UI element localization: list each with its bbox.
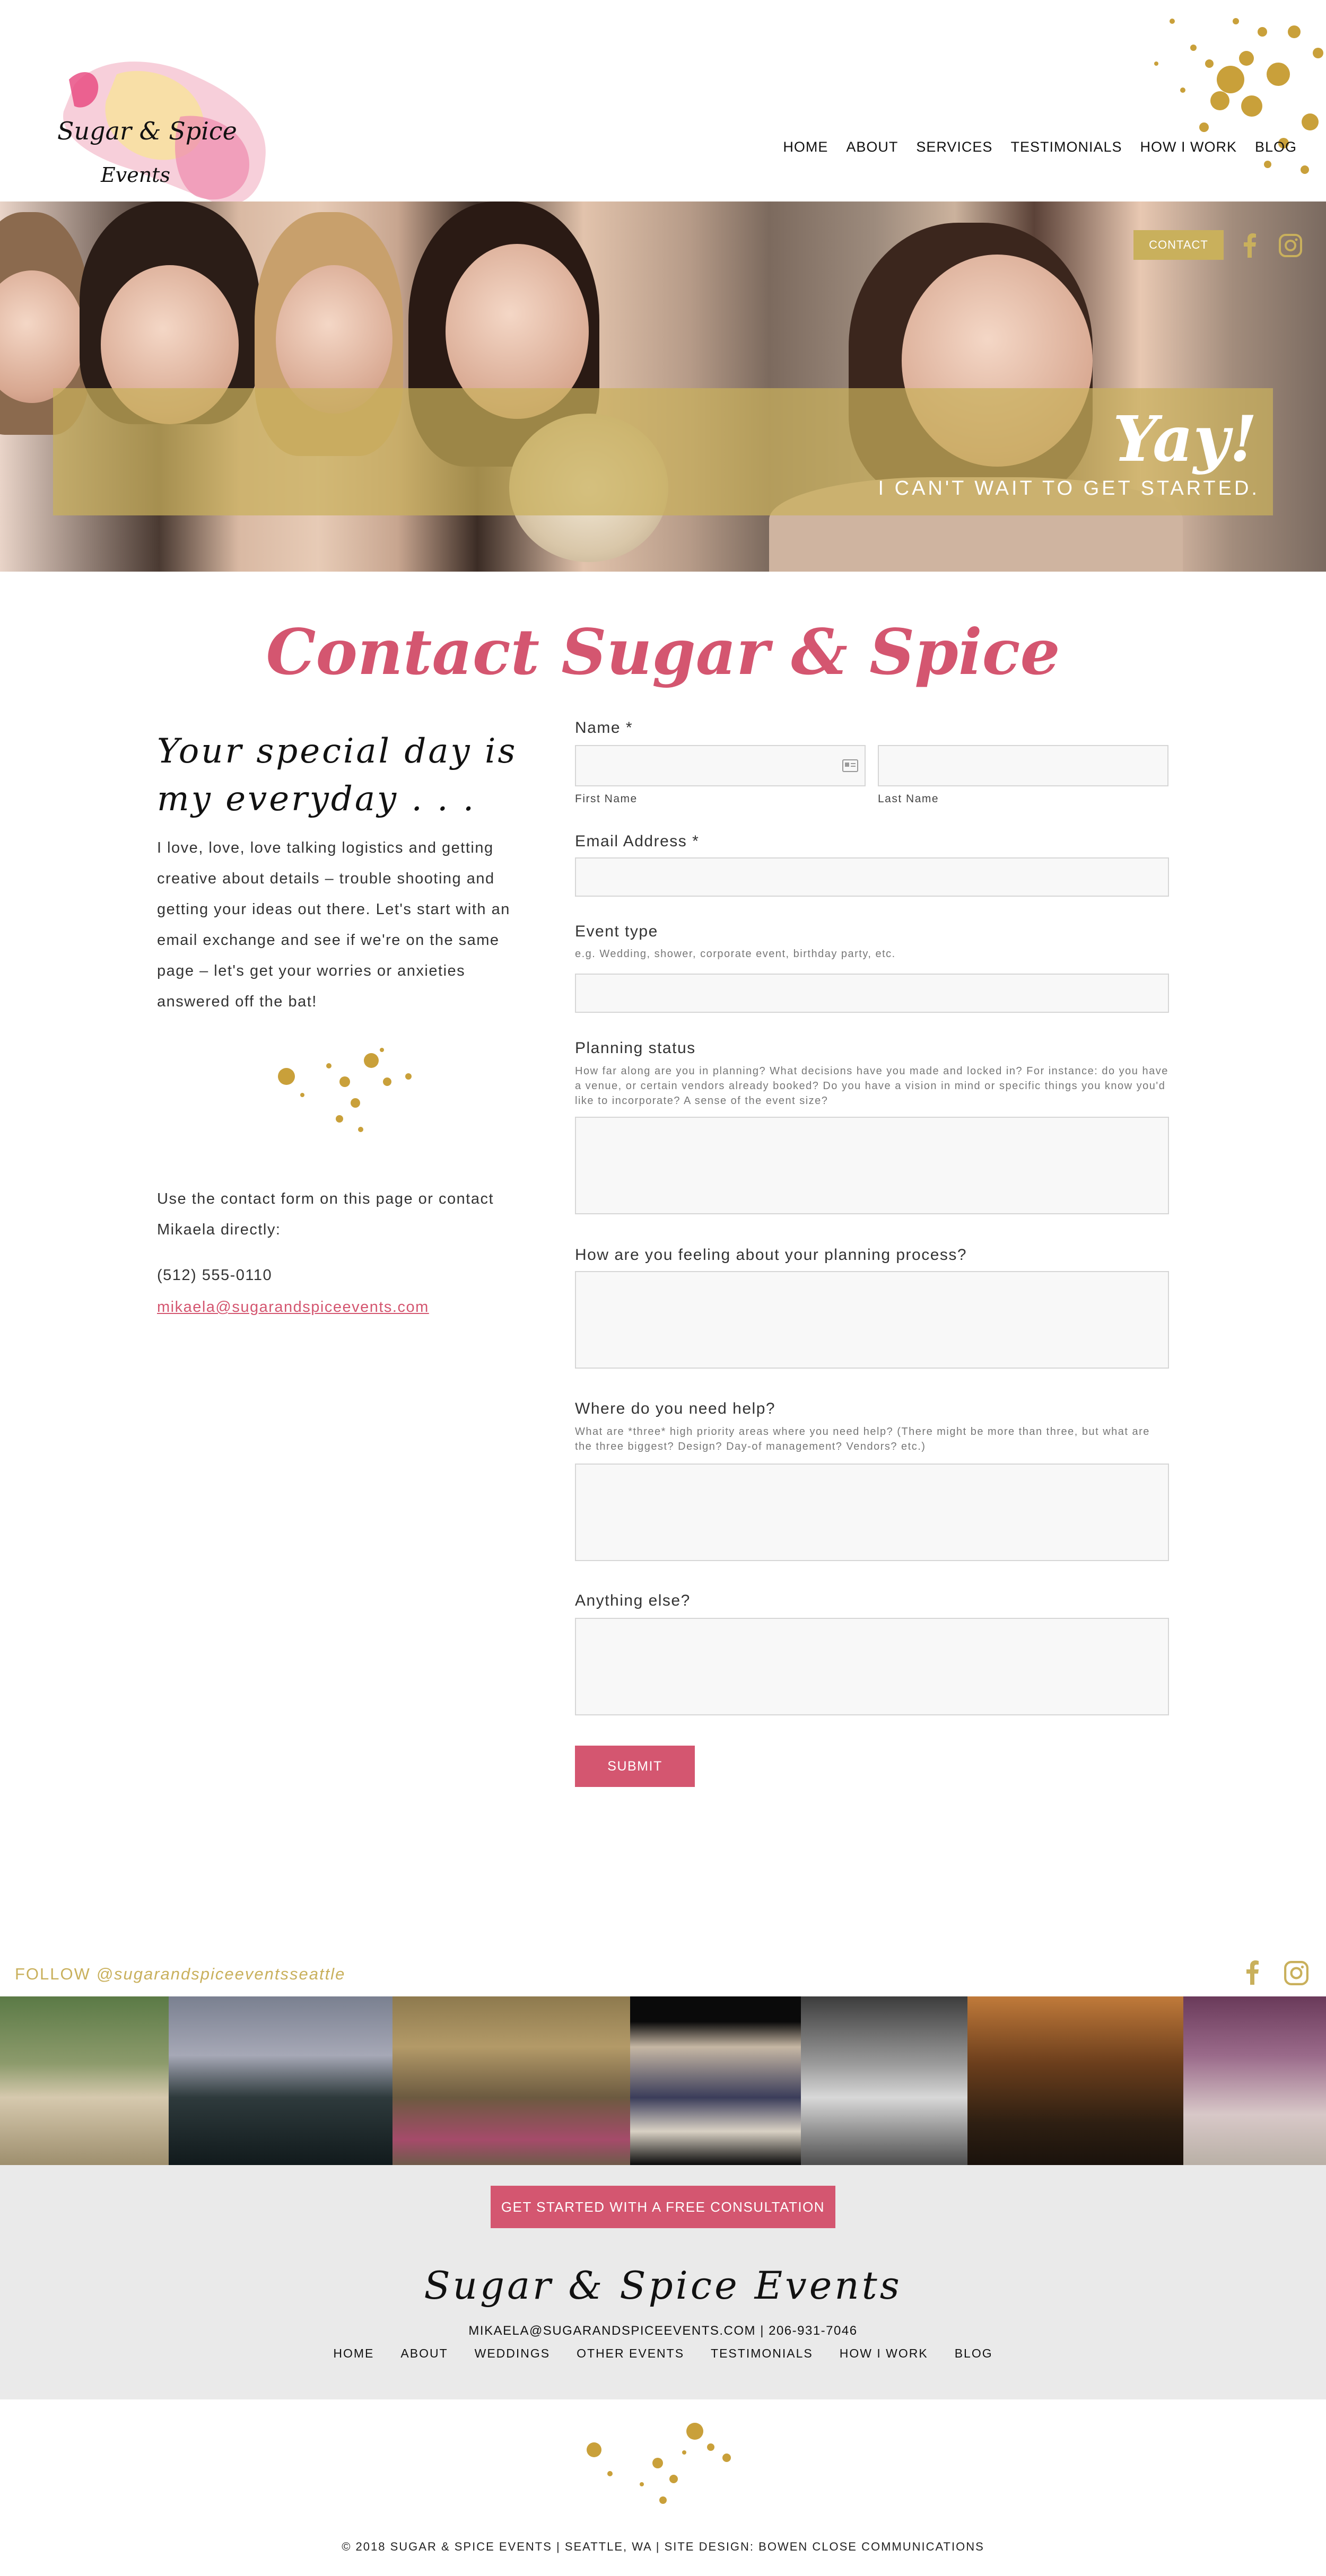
logo-text-sub: Events <box>101 163 170 187</box>
event-type-help: e.g. Wedding, shower, corporate event, birthday party, etc. <box>575 948 896 960</box>
nav-item-services[interactable]: SERVICES <box>916 139 993 155</box>
gold-splatter-footer <box>578 2421 748 2516</box>
main-nav <box>783 139 1297 155</box>
first-name-caption: First Name <box>575 793 638 805</box>
last-name-caption: Last Name <box>878 793 939 805</box>
event-type-input[interactable] <box>575 974 1169 1013</box>
facebook-icon[interactable] <box>1241 233 1258 258</box>
last-name-input[interactable] <box>878 745 1168 786</box>
feeling-textarea[interactable] <box>575 1271 1169 1369</box>
need-help-textarea[interactable] <box>575 1464 1169 1561</box>
hero-banner <box>0 201 1326 572</box>
instagram-icon[interactable] <box>1278 233 1303 258</box>
contact-button[interactable]: CONTACT <box>1133 230 1224 260</box>
gold-splatter-decoration <box>1061 0 1326 201</box>
need-help-label: Where do you need help? <box>575 1400 776 1417</box>
nav-item-how-i-work[interactable]: HOW I WORK <box>1140 139 1237 155</box>
footer-brand: Sugar & Spice Events <box>424 2263 902 2308</box>
first-name-input[interactable] <box>575 745 866 786</box>
direct-contact-text: Use the contact form on this page or contact Mikaela directly: <box>157 1190 494 1238</box>
hero-headline: Yay! <box>1113 402 1257 476</box>
footer-nav-blog[interactable]: BLOG <box>954 2346 993 2360</box>
site-logo[interactable] <box>48 48 281 228</box>
instagram-photo[interactable] <box>392 1996 630 2165</box>
hero-subheadline: I CAN'T WAIT TO GET STARTED. <box>878 477 1260 500</box>
instagram-follow[interactable] <box>15 1965 345 1984</box>
instagram-handle: @sugarandspiceeventsseattle <box>96 1965 346 1983</box>
instagram-photo-strip <box>0 1996 1326 2165</box>
email-input[interactable] <box>575 857 1169 897</box>
footer-contact-line: MIKAELA@SUGARANDSPICEEVENTS.COM | 206-931-7046 <box>468 2324 858 2338</box>
anything-else-label: Anything else? <box>575 1592 691 1609</box>
name-label: Name * <box>575 719 633 737</box>
copyright: © 2018 SUGAR & SPICE EVENTS | SEATTLE, WA | SITE DESIGN: BOWEN CLOSE COMMUNICATIONS <box>342 2540 984 2553</box>
email-label: Email Address * <box>575 833 700 850</box>
anything-else-textarea[interactable] <box>575 1618 1169 1715</box>
phone-number: (512) 555-0110 <box>157 1267 273 1284</box>
instagram-photo[interactable] <box>169 1996 392 2165</box>
hero-photo <box>0 201 1326 572</box>
footer-nav <box>0 2346 1326 2361</box>
instagram-photo[interactable] <box>1183 1996 1326 2165</box>
facebook-icon-footer[interactable] <box>1244 1959 1261 1986</box>
follow-label: FOLLOW <box>15 1965 91 1983</box>
gold-splatter-divider <box>265 1045 435 1140</box>
nav-item-testimonials[interactable]: TESTIMONIALS <box>1010 139 1122 155</box>
event-type-label: Event type <box>575 923 658 940</box>
intro-paragraph: I love, love, love talking logistics and getting creative about details – trouble shooting and getting your ideas out there. Let's start with an email exchange and see if we're on the same page – let's get your worries or anxieties answered off the bat! <box>157 839 510 1010</box>
footer-nav-how-i-work[interactable]: HOW I WORK <box>839 2346 928 2360</box>
page-title: Contact Sugar & Spice <box>266 615 1060 689</box>
instagram-icon-footer[interactable] <box>1284 1960 1309 1986</box>
special-day-heading: Your special day is my everyday . . . <box>157 732 518 819</box>
feeling-label: How are you feeling about your planning process? <box>575 1246 967 1264</box>
planning-status-label: Planning status <box>575 1039 696 1057</box>
contact-card-icon <box>842 759 858 772</box>
need-help-help: What are *three* high priority areas where you need help? (There might be more than three, but what are the three biggest? Design? Day-of management? Vendors? etc.) <box>575 1426 1150 1452</box>
footer-nav-weddings[interactable]: WEDDINGS <box>474 2346 551 2360</box>
nav-item-home[interactable]: HOME <box>783 139 828 155</box>
free-consultation-button[interactable]: GET STARTED WITH A FREE CONSULTATION <box>491 2186 835 2228</box>
logo-text-main: Sugar & Spice <box>57 117 237 145</box>
nav-item-blog[interactable]: BLOG <box>1254 139 1297 155</box>
instagram-photo[interactable] <box>967 1996 1183 2165</box>
instagram-photo[interactable] <box>630 1996 801 2165</box>
footer-nav-testimonials[interactable]: TESTIMONIALS <box>711 2346 813 2360</box>
instagram-photo[interactable] <box>0 1996 169 2165</box>
submit-button[interactable]: SUBMIT <box>575 1746 695 1787</box>
planning-status-help: How far along are you in planning? What decisions have you made and locked in? For instance: do you have a venue, or certain vendors already booked? Do you have a vision in mind or specific things you know you'd like to incorporate? A sense of the event size? <box>575 1065 1168 1107</box>
nav-item-about[interactable]: ABOUT <box>846 139 898 155</box>
planning-status-textarea[interactable] <box>575 1117 1169 1214</box>
email-link[interactable]: mikaela@sugarandspiceevents.com <box>157 1299 429 1316</box>
footer-nav-home[interactable]: HOME <box>333 2346 374 2360</box>
footer-nav-about[interactable]: ABOUT <box>400 2346 448 2360</box>
footer-nav-other-events[interactable]: OTHER EVENTS <box>577 2346 685 2360</box>
instagram-photo[interactable] <box>801 1996 967 2165</box>
